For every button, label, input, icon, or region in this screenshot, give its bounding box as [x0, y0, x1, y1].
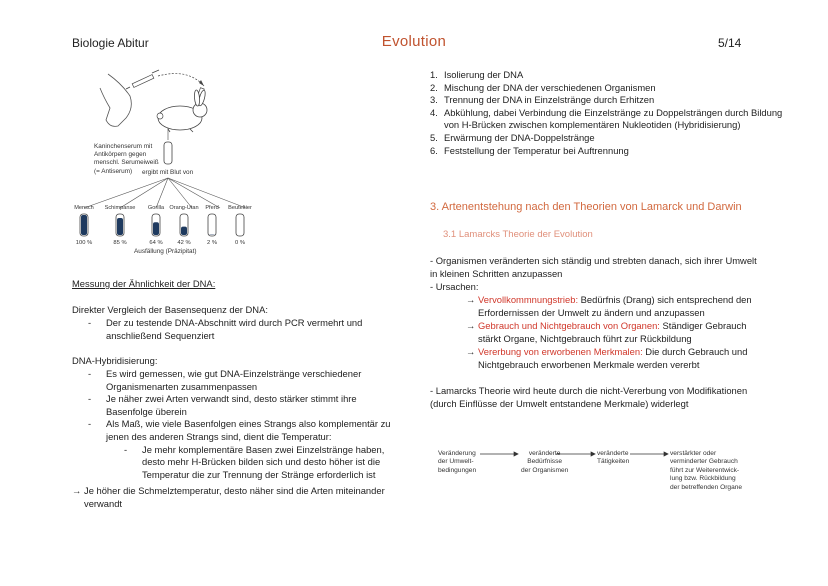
syringe-icon [126, 70, 159, 89]
flow-box: Veränderung der Umwelt- bedingungen [438, 450, 477, 474]
list-item: - Es wird gemessen, wie gut DNA-Einzelstränge verschiedener Organismenarten zusammenpassen [88, 368, 362, 392]
animal-label: Pferd [205, 205, 219, 211]
precipitin-test-diagram [60, 68, 260, 248]
list-item: 4. Abkühlung, dabei Verbindung die Einzelstränge zu Doppelsträngen durch Bildung von H-Brücken zwischen komplementären Nukleotiden (Hybridisierung) [430, 106, 783, 131]
conclusion: → Je höher die Schmelztemperatur, desto näher sind die Arten miteinander verwandt [72, 485, 385, 509]
precipitate-fill [181, 227, 187, 235]
paragraph: - Organismen veränderten sich ständig und strebten danach, sich ihrer Umwelt in kleinen Schritten anzupassen [430, 255, 757, 279]
mixed-with-label: ergibt mit Blut von [142, 169, 194, 176]
flow-arrows [478, 449, 678, 461]
list-item: → Gebrauch und Nichtgebrauch von Organen: Ständiger Gebrauch stärkt Organe, Nichtgebrauch führt zur Rückbildung [466, 320, 747, 344]
serum-label: Kaninchenserum mit Antikörpern gegen menschl. Serumeiweiß (= Antiserum) [94, 143, 159, 175]
percent-label: 0 % [235, 240, 245, 246]
paragraph: - Lamarcks Theorie wird heute durch die nicht-Vererbung von Modifikationen (durch Einflüsse der Umwelt entstandene Merkmale) widerlegt [430, 385, 748, 409]
animal-label: Beuteltier [228, 205, 252, 211]
animal-label: Gorilla [147, 205, 165, 211]
list-item: 6. Feststellung der Temperatur bei Auftrennung [430, 144, 629, 156]
flow-box: veränderte Bedürfnisse der Organismen [521, 450, 569, 474]
branch-lines [84, 178, 246, 208]
percent-label: 85 % [113, 240, 127, 246]
list-item: 2. Mischung der DNA der verschiedenen Organismen [430, 81, 656, 93]
flow-box: verstärkter oder verminderter Gebrauch führt zur Weiterentwick- lung bzw. Rückbildung der betreffenden Organe [670, 450, 743, 491]
animal-label: Schimpanse [104, 205, 136, 211]
section-heading: Messung der Ähnlichkeit der DNA: [72, 278, 216, 289]
test-tube [236, 214, 244, 236]
section-title: 3. Artenentstehung nach den Theorien von Lamarck und Darwin [430, 201, 742, 213]
percent-label: 64 % [149, 240, 163, 246]
hybridization-steps [430, 69, 784, 157]
precipitate-label: Ausfällung (Präzipitat) [134, 248, 197, 255]
causes-label: - Ursachen: [430, 281, 479, 292]
subsection-title: 3.1 Lamarcks Theorie der Evolution [443, 229, 593, 240]
precipitate-fill [117, 218, 123, 235]
direct-comparison-title: Direkter Vergleich der Basensequenz der DNA: [72, 304, 268, 315]
arm-outline [100, 74, 131, 126]
percent-label: 2 % [207, 240, 217, 246]
list-item: - Je näher zwei Arten verwandt sind, desto stärker stimmt ihre Basenfolge überein [88, 393, 357, 417]
percent-label: 100 % [75, 240, 93, 246]
curved-arrow [158, 74, 204, 86]
causes-list [466, 294, 766, 372]
list-item: → Vererbung von erworbenen Merkmalen: Die durch Gebrauch und Nichtgebrauch erworbenen Merkmale werden vererbt [466, 346, 748, 370]
serum-tube [164, 142, 172, 164]
flow-box: veränderte Tätigkeiten [597, 450, 630, 466]
precipitate-fill [153, 222, 159, 235]
list-item: → Vervollkommnungstrieb: Bedürfnis (Drang) sich entsprechend den Erfordernissen der Umwelt zu ändern und anzupassen [466, 294, 752, 318]
hybridization-list [88, 368, 400, 481]
animal-label: Orang-Utan [169, 205, 199, 211]
header-subject: Biologie Abitur [72, 36, 149, 50]
precipitate-fill [81, 215, 87, 235]
list-item: - Als Maß, wie viele Basenfolgen eines Strangs also komplementär zu jenen des anderen Strangs sind, dient die Temperatur: [88, 418, 391, 442]
sub-list-item: - Je mehr komplementäre Basen zwei Einzelstränge haben, desto mehr H-Brücken bilden sich und desto höher ist die Temperatur die zur Trennung der Stränge erforderlich ist [124, 443, 385, 480]
list-item: 1. Isolierung der DNA [430, 69, 524, 80]
list-item: 3. Trennung der DNA in Einzelstränge durch Erhitzen [430, 94, 655, 106]
hybridization-title: DNA-Hybridisierung: [72, 355, 158, 366]
percent-label: 42 % [177, 240, 191, 246]
list-item: 5. Erwärmung der DNA-Doppelstränge [430, 131, 595, 143]
rabbit-icon [157, 90, 207, 132]
page-title: Evolution [381, 33, 447, 50]
test-tube [208, 214, 216, 236]
animal-label: Mensch [74, 205, 94, 211]
list-item: - Der zu testende DNA-Abschnitt wird durch PCR vermehrt und anschließend Sequenziert [88, 317, 363, 341]
page-number: 5/14 [718, 36, 742, 50]
